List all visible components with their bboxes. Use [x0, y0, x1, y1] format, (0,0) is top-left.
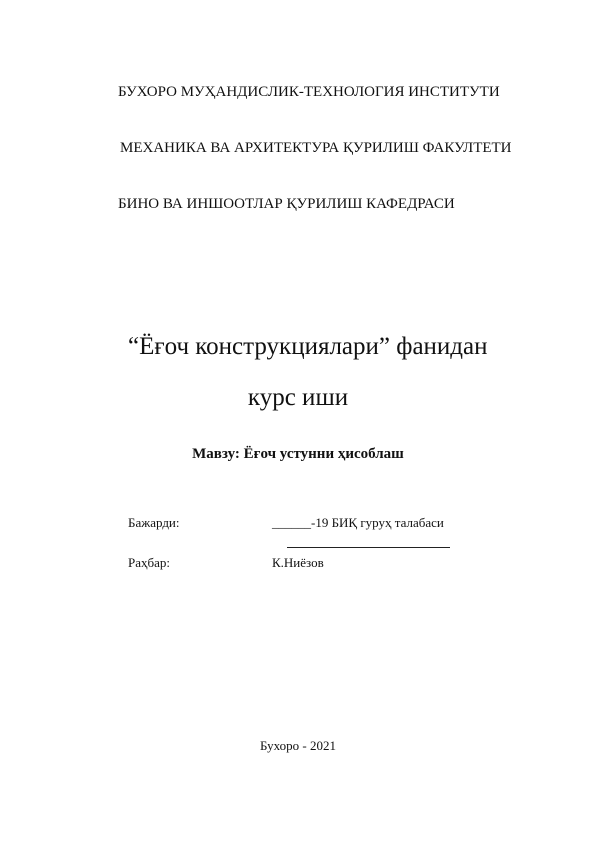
done-by-value: ______-19 БИҚ гуруҳ талабаси	[272, 515, 444, 530]
faculty-name: МЕХАНИКА ВА АРХИТЕКТУРА ҚУРИЛИШ ФАКУЛТЕТИ	[120, 140, 512, 156]
supervisor-value: К.Ниёзов	[272, 555, 324, 570]
course-subject: “Ёғоч конструкциялари” фанидан	[128, 333, 488, 360]
done-by-label: Бажарди:	[128, 515, 180, 530]
work-topic: Мавзу: Ёғоч устунни ҳисоблаш	[192, 446, 404, 462]
department-name: БИНО ВА ИНШООТЛАР ҚУРИЛИШ КАФЕДРАСИ	[118, 196, 455, 212]
signature-line	[287, 547, 450, 548]
city-year: Бухоро - 2021	[260, 738, 336, 753]
institute-name: БУХОРО МУҲАНДИСЛИК-ТЕХНОЛОГИЯ ИНСТИТУТИ	[118, 84, 500, 100]
work-kind: курс иши	[247, 384, 349, 411]
supervisor-label: Раҳбар:	[128, 555, 170, 570]
